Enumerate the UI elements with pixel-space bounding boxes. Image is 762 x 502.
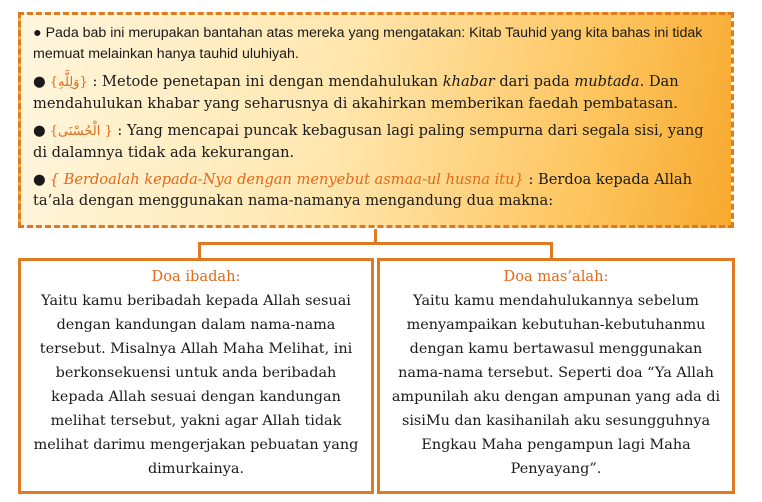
intro-paragraph-1: [33, 23, 717, 65]
intro-text-2c: . Dan mendahulukan khabar yang seharusnya di akahirkan memberikan faedah pembatasan.: [33, 73, 679, 112]
intro-text-2b: dari pada: [494, 73, 575, 90]
arabic-term-walillah: {وَلِلَّهِ}: [49, 75, 88, 90]
intro-text-3: : Yang mencapai puncak kebagusan lagi paling sempurna dari segala sisi, yang di dalamnya tidak ada kekurangan.: [33, 122, 704, 161]
intro-box: [18, 12, 734, 228]
card-text: Yaitu kamu mendahulukannya sebelum menyampaikan kebutuhan-kebutuhanmu dengan kamu bertawasul menggunakan nama-nama tersebut. Seperti doa “Ya Allah ampunilah aku dengan ampunan yang ada di sisiMu dan kasihanilah aku sesungguhnya Engkau Maha pengampun lagi Maha Penyayang”.: [391, 293, 721, 477]
term-khabar: khabar: [442, 73, 495, 90]
card-text: Yaitu kamu beribadah kepada Allah sesuai dengan kandungan dalam nama-nama tersebut. Misalnya Allah Maha Melihat, ini berkonsekuensi untuk anda beribadah kepada Allah sesuai dengan kandungan melihat tersebut, yakni agar Allah tidak melihat darimu mengerjakan pebuatan yang dimurkainya.: [33, 293, 359, 477]
arabic-term-alhusna: {الْحُسْنَى }: [49, 124, 113, 139]
connector-line: [198, 242, 553, 245]
bullet-icon: ●: [33, 171, 46, 188]
intro-text-2a: : Metode penetapan ini dengan mendahulukan: [87, 73, 443, 90]
intro-paragraph-4: [33, 169, 717, 211]
intro-text-1: Pada bab ini merupakan bantahan atas mereka yang mengatakan: Kitab Tauhid yang kita bahas ini tidak memuat melainkan hanya tauhid uluhiyah.: [33, 25, 703, 62]
card-title: Doa mas’alah:: [503, 268, 609, 285]
connector-line: [198, 242, 201, 259]
term-berdoalah: { Berdoalah kepada-Nya dengan menyebut asmaa-ul husna itu}: [49, 171, 524, 188]
intro-paragraph-3: [33, 120, 717, 163]
intro-text-4: : Berdoa kepada Allah ta’ala dengan menggunakan nama-namanya mengandung dua makna:: [33, 171, 693, 209]
card-doa-masalah: [377, 258, 735, 494]
card-title: Doa ibadah:: [151, 268, 241, 285]
card-doa-ibadah: [18, 258, 374, 494]
intro-paragraph-2: [33, 71, 717, 114]
connector-line: [374, 229, 377, 243]
bullet-icon: ●: [33, 73, 46, 90]
bullet-icon: ●: [33, 122, 46, 139]
bullet-icon: ●: [33, 25, 42, 41]
term-mubtada: mubtada: [574, 73, 640, 90]
connector-line: [550, 242, 553, 259]
